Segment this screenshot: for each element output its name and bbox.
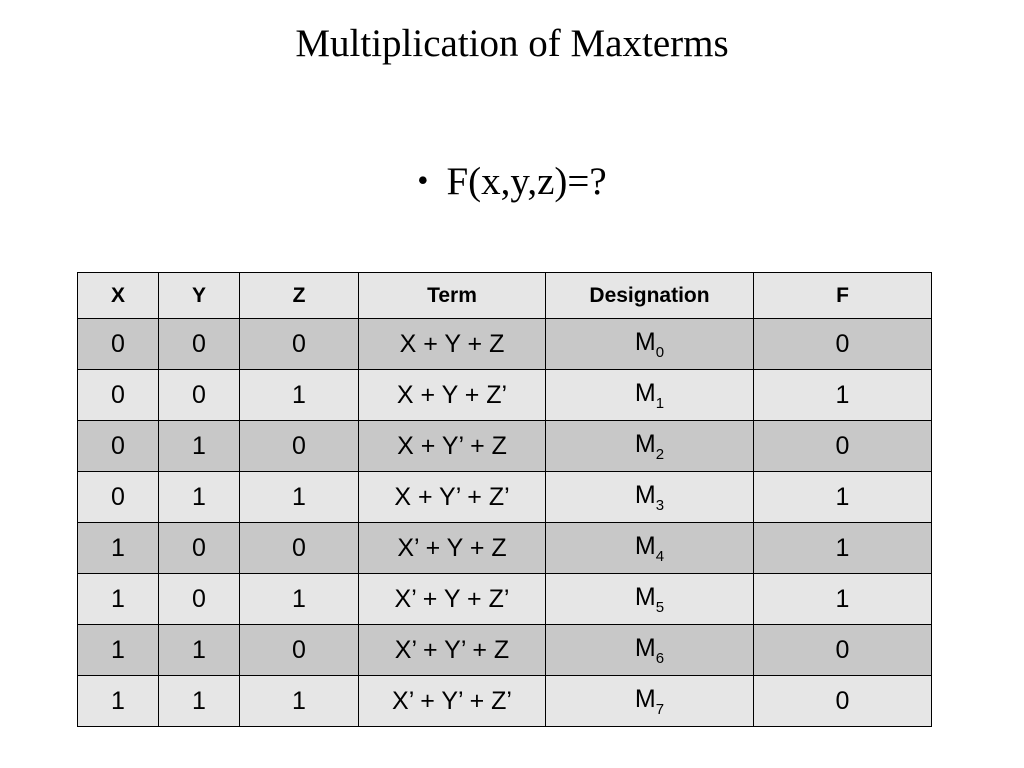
cell-x: 1: [78, 574, 159, 625]
table-row: [78, 472, 932, 523]
header-term: Term: [359, 273, 546, 319]
cell-f: 0: [754, 421, 932, 472]
cell-designation: [546, 319, 754, 370]
designation-index: 3: [655, 496, 665, 514]
cell-z: 0: [240, 421, 359, 472]
header-z: Z: [240, 273, 359, 319]
table-row: [78, 421, 932, 472]
table-row: [78, 625, 932, 676]
cell-y: 1: [159, 472, 240, 523]
header-y: Y: [159, 273, 240, 319]
cell-y: 1: [159, 625, 240, 676]
cell-y: 0: [159, 319, 240, 370]
cell-x: 0: [78, 472, 159, 523]
cell-designation: [546, 472, 754, 523]
cell-designation: [546, 574, 754, 625]
header-x: X: [78, 273, 159, 319]
cell-y: 0: [159, 370, 240, 421]
cell-x: 1: [78, 523, 159, 574]
cell-x: 1: [78, 625, 159, 676]
bullet-text: F(x,y,z)=?: [446, 160, 607, 203]
cell-f: 1: [754, 523, 932, 574]
cell-f: 1: [754, 370, 932, 421]
cell-y: 0: [159, 523, 240, 574]
cell-f: 0: [754, 319, 932, 370]
designation-index: 4: [655, 547, 665, 565]
cell-designation: [546, 523, 754, 574]
slide-title: Multiplication of Maxterms: [295, 22, 729, 65]
cell-term: X’ + Y + Z’: [359, 574, 546, 625]
cell-f: 1: [754, 574, 932, 625]
cell-z: 0: [240, 523, 359, 574]
cell-z: 1: [240, 472, 359, 523]
header-designation: Designation: [546, 273, 754, 319]
bullet-item: [0, 154, 1024, 208]
designation-letter: M: [634, 684, 656, 713]
cell-z: 1: [240, 370, 359, 421]
designation-letter: M: [634, 582, 656, 611]
cell-z: 0: [240, 319, 359, 370]
cell-f: 0: [754, 625, 932, 676]
cell-term: X’ + Y + Z: [359, 523, 546, 574]
table-row: [78, 574, 932, 625]
table-row: [78, 676, 932, 727]
designation-letter: M: [634, 531, 656, 560]
cell-x: 0: [78, 370, 159, 421]
cell-term: X’ + Y’ + Z: [359, 625, 546, 676]
cell-term: X + Y + Z: [359, 319, 546, 370]
cell-f: 1: [754, 472, 932, 523]
designation-letter: M: [634, 327, 656, 356]
cell-z: 0: [240, 625, 359, 676]
header-f: F: [754, 273, 932, 319]
cell-x: 1: [78, 676, 159, 727]
designation-index: 5: [655, 598, 665, 616]
designation-index: 6: [655, 649, 665, 667]
designation-index: 2: [655, 445, 665, 463]
designation-index: 7: [655, 700, 665, 718]
cell-z: 1: [240, 676, 359, 727]
cell-x: 0: [78, 421, 159, 472]
designation-letter: M: [634, 378, 656, 407]
table-header-row: [78, 273, 932, 319]
cell-term: X + Y + Z’: [359, 370, 546, 421]
cell-f: 0: [754, 676, 932, 727]
cell-term: X’ + Y’ + Z’: [359, 676, 546, 727]
table-row: [78, 370, 932, 421]
maxterm-truth-table: [77, 272, 932, 727]
cell-term: X + Y’ + Z’: [359, 472, 546, 523]
cell-z: 1: [240, 574, 359, 625]
bullet-dot-icon: •: [417, 162, 429, 198]
designation-letter: M: [634, 429, 656, 458]
cell-designation: [546, 625, 754, 676]
designation-letter: M: [634, 480, 656, 509]
cell-y: 1: [159, 421, 240, 472]
cell-x: 0: [78, 319, 159, 370]
table-row: [78, 319, 932, 370]
cell-designation: [546, 676, 754, 727]
designation-index: 1: [655, 394, 665, 412]
designation-index: 0: [655, 343, 665, 361]
table-row: [78, 523, 932, 574]
cell-y: 1: [159, 676, 240, 727]
cell-y: 0: [159, 574, 240, 625]
designation-letter: M: [634, 633, 656, 662]
cell-designation: [546, 421, 754, 472]
cell-designation: [546, 370, 754, 421]
cell-term: X + Y’ + Z: [359, 421, 546, 472]
